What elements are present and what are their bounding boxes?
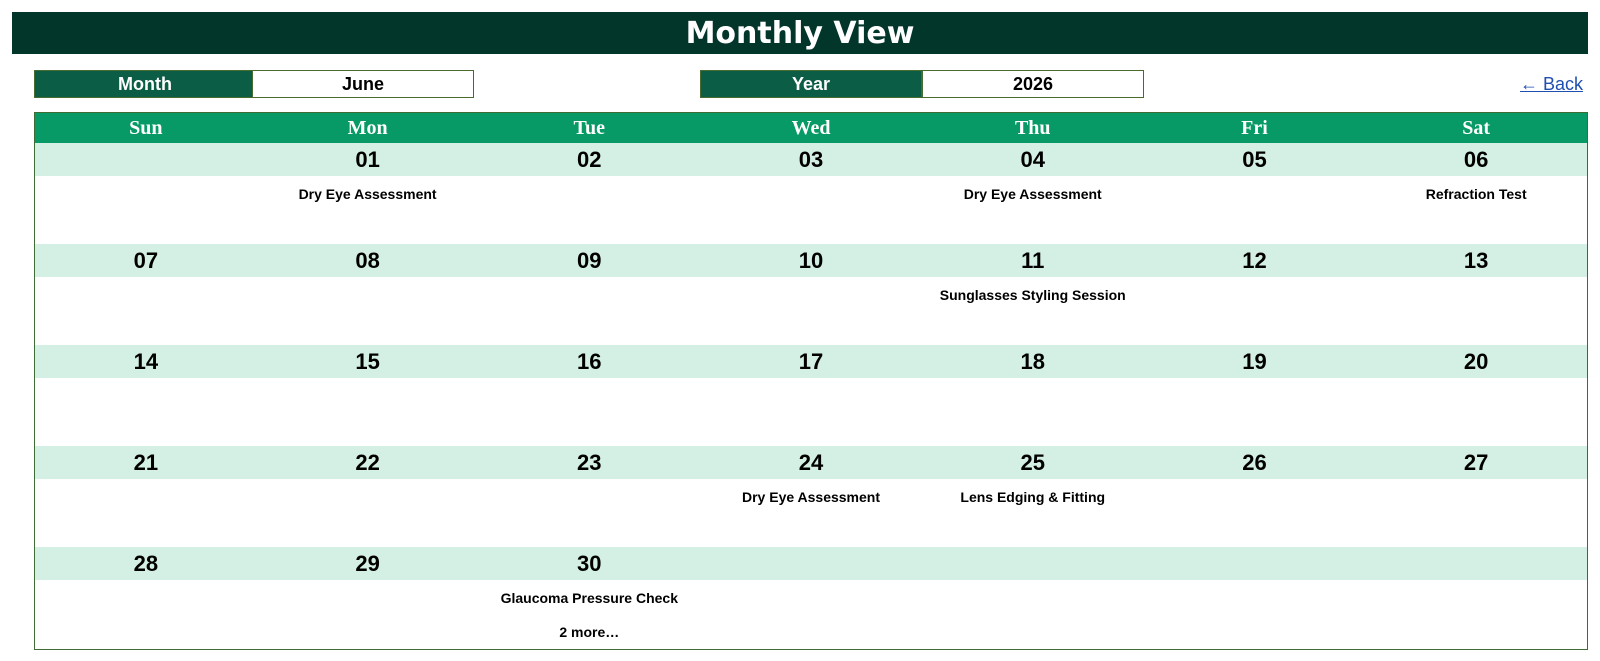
day-number[interactable]: 25: [1020, 449, 1045, 475]
day-number[interactable]: 27: [1463, 449, 1489, 475]
event-row: [35, 176, 1587, 244]
event-row: [35, 580, 1587, 648]
day-cell[interactable]: [922, 176, 1144, 244]
event-item[interactable]: Dry Eye Assessment: [963, 186, 1102, 202]
day-number[interactable]: 11: [1021, 247, 1045, 273]
day-cell[interactable]: [700, 580, 922, 648]
day-number[interactable]: 21: [133, 449, 159, 475]
weekday-header-mon: Mon: [347, 116, 388, 139]
date-row: [35, 345, 1587, 378]
date-row: [35, 244, 1587, 277]
day-cell[interactable]: [35, 479, 257, 547]
calendar-week: [35, 547, 1587, 648]
more-events-link[interactable]: 2 more…: [559, 624, 620, 640]
day-cell[interactable]: [700, 378, 922, 446]
day-number[interactable]: 24: [798, 449, 824, 475]
day-cell[interactable]: [922, 580, 1144, 648]
event-item[interactable]: Lens Edging & Fitting: [960, 489, 1106, 505]
weekday-header-wed: Wed: [791, 116, 831, 139]
weekday-header-sat: Sat: [1462, 116, 1491, 139]
day-cell[interactable]: [1365, 479, 1587, 547]
day-number[interactable]: 30: [577, 550, 602, 576]
day-number[interactable]: 18: [1020, 348, 1045, 374]
day-cell[interactable]: [257, 580, 479, 648]
day-number[interactable]: 05: [1242, 146, 1267, 172]
day-number[interactable]: 08: [355, 247, 380, 273]
day-cell[interactable]: [35, 378, 257, 446]
day-number[interactable]: 07: [133, 247, 159, 273]
page-title: Monthly View: [12, 12, 1588, 54]
day-number[interactable]: 20: [1463, 348, 1489, 374]
day-number[interactable]: 26: [1242, 449, 1267, 475]
event-item[interactable]: Dry Eye Assessment: [298, 186, 437, 202]
day-number[interactable]: 29: [355, 550, 380, 576]
calendar-week: [35, 143, 1587, 244]
day-cell[interactable]: [35, 176, 257, 244]
day-number[interactable]: [922, 547, 1144, 580]
day-cell[interactable]: [478, 176, 700, 244]
weekday-header-fri: Fri: [1241, 116, 1268, 139]
day-number[interactable]: 28: [133, 550, 159, 576]
day-number[interactable]: 02: [577, 146, 602, 172]
event-item[interactable]: Refraction Test: [1425, 186, 1527, 202]
month-label: Month: [34, 70, 256, 98]
day-cell[interactable]: [1144, 277, 1366, 345]
day-cell[interactable]: [1365, 277, 1587, 345]
date-row: [35, 143, 1587, 176]
day-number[interactable]: 01: [355, 146, 380, 172]
event-row: [35, 378, 1587, 446]
date-row: [35, 446, 1587, 479]
month-select[interactable]: June: [252, 70, 474, 98]
day-cell[interactable]: [35, 580, 257, 648]
back-link[interactable]: ← Back: [1519, 74, 1583, 94]
day-number[interactable]: 16: [577, 348, 602, 374]
event-item[interactable]: Sunglasses Styling Session: [939, 287, 1126, 303]
day-number[interactable]: 09: [577, 247, 602, 273]
day-number[interactable]: 14: [133, 348, 159, 374]
event-item[interactable]: Dry Eye Assessment: [742, 489, 881, 505]
calendar-week: [35, 345, 1587, 446]
weekday-header-tue: Tue: [573, 116, 606, 139]
year-label: Year: [700, 70, 922, 98]
day-cell[interactable]: [1144, 378, 1366, 446]
day-number[interactable]: 10: [798, 247, 824, 273]
day-number[interactable]: 03: [798, 146, 824, 172]
day-cell[interactable]: [478, 277, 700, 345]
day-cell[interactable]: [257, 479, 479, 547]
day-number[interactable]: 06: [1463, 146, 1489, 172]
day-number[interactable]: [1365, 547, 1587, 580]
weekday-header-row: [35, 113, 1587, 143]
day-cell[interactable]: [35, 277, 257, 345]
event-row: [35, 479, 1587, 547]
day-number[interactable]: [35, 143, 257, 176]
weekday-header-thu: Thu: [1014, 116, 1051, 139]
day-number[interactable]: 17: [798, 348, 824, 374]
day-cell[interactable]: [1365, 580, 1587, 648]
day-number[interactable]: 12: [1242, 247, 1267, 273]
day-cell[interactable]: [700, 479, 922, 547]
weekday-header-sun: Sun: [129, 116, 163, 139]
day-cell[interactable]: [1365, 378, 1587, 446]
day-number[interactable]: 13: [1463, 247, 1489, 273]
day-cell[interactable]: [257, 277, 479, 345]
calendar-week: [35, 446, 1587, 547]
day-number[interactable]: 22: [355, 449, 380, 475]
day-cell[interactable]: [1365, 176, 1587, 244]
year-select[interactable]: 2026: [922, 70, 1144, 98]
day-number[interactable]: 15: [355, 348, 380, 374]
day-cell[interactable]: [478, 580, 700, 648]
calendar-grid: [34, 112, 1588, 650]
day-cell[interactable]: [1144, 176, 1366, 244]
day-cell[interactable]: [922, 479, 1144, 547]
day-cell[interactable]: [922, 277, 1144, 345]
day-cell[interactable]: [700, 277, 922, 345]
day-number[interactable]: [1144, 547, 1366, 580]
day-number[interactable]: [700, 547, 922, 580]
day-cell[interactable]: [922, 378, 1144, 446]
day-cell[interactable]: [478, 479, 700, 547]
event-item[interactable]: Glaucoma Pressure Check: [500, 590, 678, 606]
day-cell[interactable]: [257, 378, 479, 446]
day-number[interactable]: 19: [1242, 348, 1267, 374]
calendar-week: [35, 244, 1587, 345]
day-cell[interactable]: [478, 378, 700, 446]
day-number[interactable]: 04: [1020, 146, 1045, 172]
day-cell[interactable]: [700, 176, 922, 244]
day-cell[interactable]: [1144, 479, 1366, 547]
day-cell[interactable]: [1144, 580, 1366, 648]
date-row: [35, 547, 1587, 580]
day-number[interactable]: 23: [577, 449, 602, 475]
day-cell[interactable]: [257, 176, 479, 244]
event-row: [35, 277, 1587, 345]
